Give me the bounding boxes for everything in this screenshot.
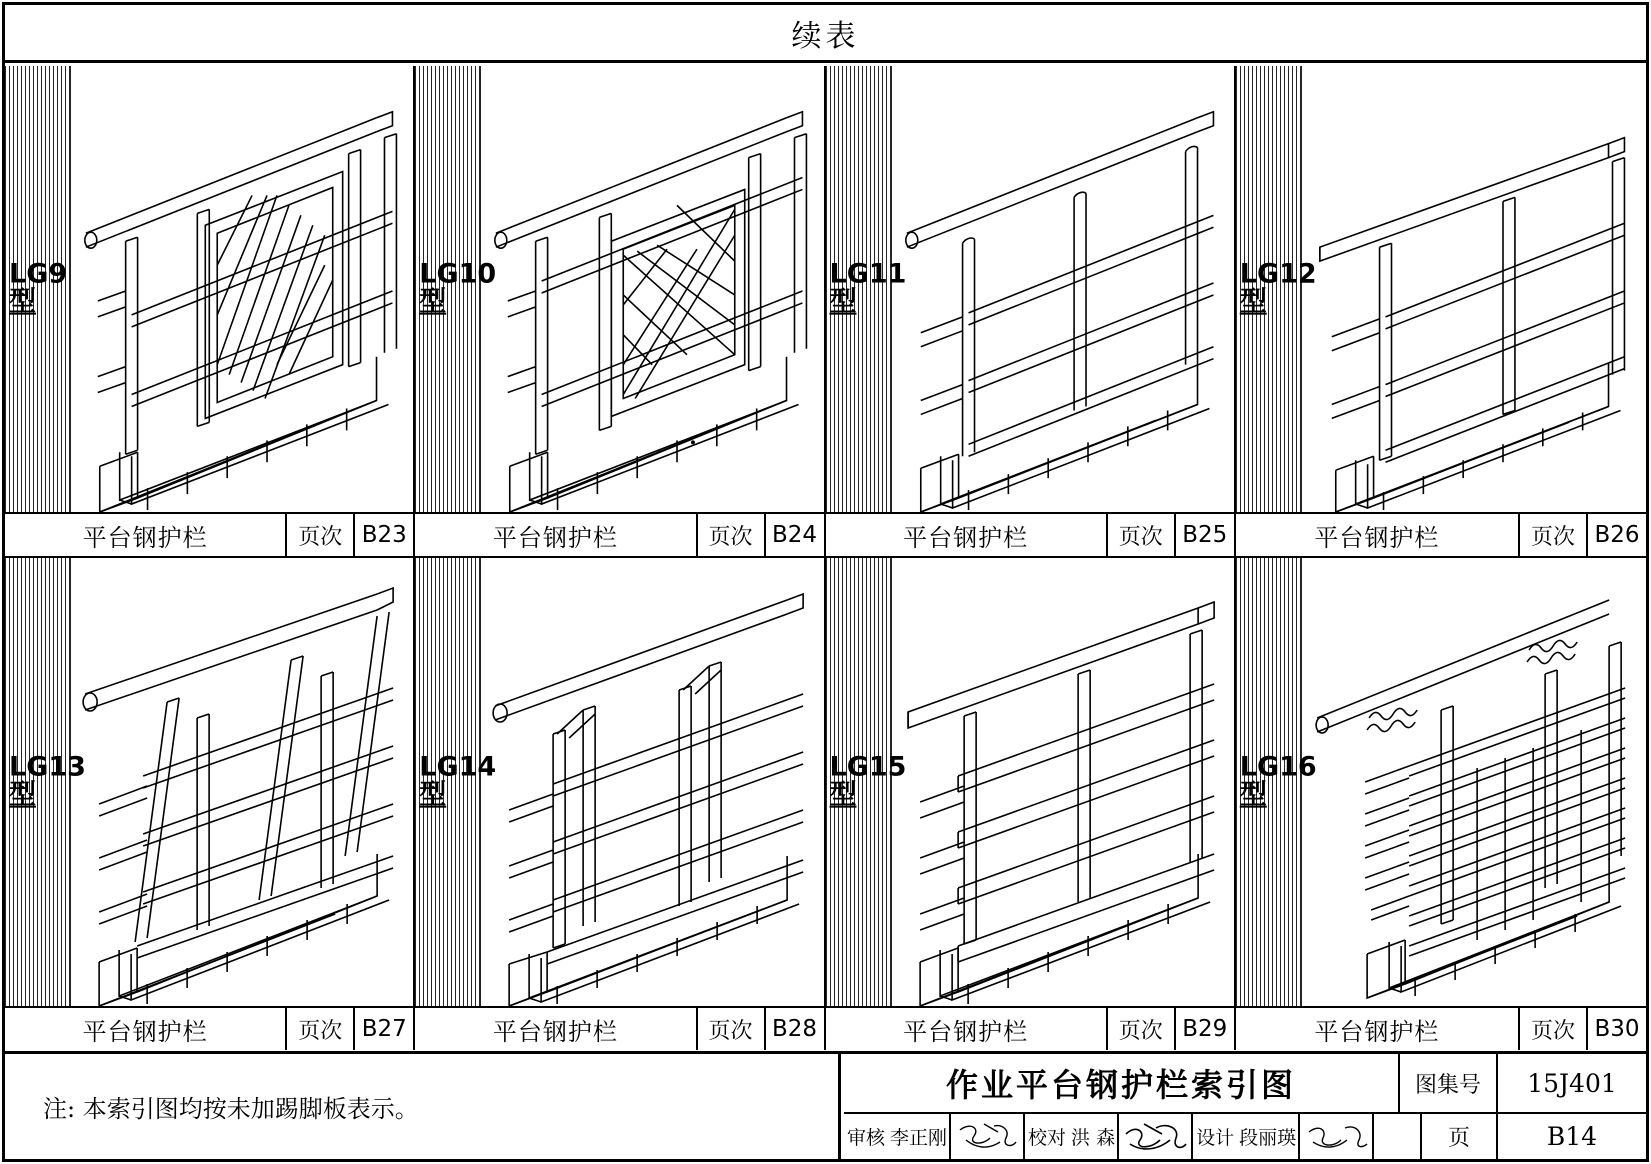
index-cell-lg10[interactable] — [415, 66, 825, 556]
title-block-bottom — [844, 1114, 1646, 1159]
cell-page-label: 页次 — [1518, 1008, 1586, 1050]
cell-page-label: 页次 — [1106, 514, 1174, 556]
type-code: LG12 — [1239, 258, 1317, 290]
type-code: LG16 — [1239, 751, 1317, 783]
type-label-lg16 — [1236, 751, 1317, 811]
cell-page-value[interactable]: B30 — [1586, 1008, 1646, 1050]
cell-footer — [5, 1006, 413, 1050]
cell-page-label: 页次 — [696, 514, 764, 556]
cell-page-value[interactable]: B29 — [1174, 1008, 1234, 1050]
cell-footer — [5, 512, 413, 556]
cell-drawing-area — [1236, 66, 1646, 512]
titleblock-spacer — [1374, 1114, 1420, 1159]
cell-footer — [415, 512, 823, 556]
sheet-bottom — [5, 1051, 1646, 1159]
railing-drawing-lg10 — [481, 66, 823, 512]
check-group — [1025, 1114, 1193, 1159]
page-label: 页 — [1420, 1114, 1496, 1159]
type-label-lg13 — [5, 751, 86, 811]
index-cell-lg11[interactable] — [826, 66, 1236, 556]
cell-name: 平台钢护栏 — [82, 523, 208, 552]
cell-page-value[interactable]: B23 — [353, 514, 413, 556]
railing-drawing-lg16 — [1302, 558, 1646, 1006]
index-cell-lg15[interactable] — [826, 558, 1236, 1050]
cell-drawing-area — [415, 66, 823, 512]
sheet-title-bar — [5, 5, 1646, 63]
type-label-lg11 — [826, 258, 907, 318]
cell-page-label: 页次 — [696, 1008, 764, 1050]
page-value: B14 — [1496, 1114, 1646, 1159]
title-block-top — [844, 1054, 1646, 1114]
cell-name: 平台钢护栏 — [82, 1017, 208, 1046]
type-code: LG9 — [9, 258, 68, 290]
drawing-title: 作业平台钢护栏索引图 — [945, 1066, 1296, 1104]
railing-drawing-lg13 — [71, 558, 413, 1006]
design-name: 段丽瑛 — [1239, 1127, 1297, 1149]
type-suffix: 型 — [829, 287, 857, 318]
cell-page-value[interactable]: B26 — [1586, 514, 1646, 556]
cell-footer — [1236, 512, 1646, 556]
cell-drawing-area — [1236, 558, 1646, 1006]
cell-page-value[interactable]: B27 — [353, 1008, 413, 1050]
cell-name: 平台钢护栏 — [903, 1017, 1029, 1046]
cell-page-label: 页次 — [1518, 514, 1586, 556]
railing-drawing-lg12 — [1302, 66, 1646, 512]
cell-footer — [1236, 1006, 1646, 1050]
cell-drawing-area — [5, 558, 413, 1006]
index-row-2 — [5, 558, 1646, 1050]
cell-page-label: 页次 — [285, 1008, 353, 1050]
type-suffix: 型 — [829, 780, 857, 811]
cell-page-value[interactable]: B25 — [1174, 514, 1234, 556]
railing-drawing-lg14 — [481, 558, 823, 1006]
type-label-lg15 — [826, 751, 907, 811]
cell-drawing-area — [826, 66, 1234, 512]
cell-drawing-area — [5, 66, 413, 512]
design-label: 设计 — [1196, 1127, 1235, 1149]
cell-name: 平台钢护栏 — [1314, 1017, 1440, 1046]
index-cell-lg12[interactable] — [1236, 66, 1646, 556]
cell-page-label: 页次 — [1106, 1008, 1174, 1050]
type-label-lg12 — [1236, 258, 1317, 318]
review-label: 审核 — [847, 1127, 886, 1149]
railing-drawing-lg9 — [71, 66, 413, 512]
review-name: 李正刚 — [890, 1127, 948, 1149]
index-cell-lg13[interactable] — [5, 558, 415, 1050]
cell-drawing-area — [826, 558, 1234, 1006]
type-code: LG14 — [419, 751, 497, 783]
atlas-number-value: 15J401 — [1496, 1054, 1646, 1112]
review-group — [844, 1114, 1025, 1159]
cell-footer — [826, 1006, 1234, 1050]
check-name: 洪 森 — [1071, 1127, 1116, 1149]
type-suffix: 型 — [419, 287, 447, 318]
cell-name: 平台钢护栏 — [903, 523, 1029, 552]
type-suffix: 型 — [9, 780, 36, 811]
check-signature — [1117, 1114, 1193, 1159]
cell-drawing-area — [415, 558, 823, 1006]
type-code: LG11 — [829, 258, 907, 290]
type-code: LG15 — [829, 751, 907, 783]
cell-page-value[interactable]: B28 — [764, 1008, 824, 1050]
railing-drawing-lg15 — [892, 558, 1234, 1006]
index-grid — [5, 66, 1646, 1051]
type-suffix: 型 — [419, 780, 447, 811]
cell-name: 平台钢护栏 — [1314, 523, 1440, 552]
type-code: LG13 — [9, 751, 86, 783]
type-label-lg10 — [415, 258, 497, 318]
review-signature — [949, 1114, 1025, 1159]
type-suffix: 型 — [1239, 780, 1267, 811]
type-suffix: 型 — [9, 287, 36, 318]
cell-name: 平台钢护栏 — [492, 523, 618, 552]
index-cell-lg9[interactable] — [5, 66, 415, 556]
design-group — [1193, 1114, 1374, 1159]
cell-footer — [415, 1006, 823, 1050]
atlas-number-label: 图集号 — [1398, 1054, 1496, 1112]
design-signature — [1298, 1114, 1374, 1159]
type-suffix: 型 — [1239, 287, 1267, 318]
title-block — [844, 1054, 1646, 1159]
cell-page-value[interactable]: B24 — [764, 514, 824, 556]
cell-footer — [826, 512, 1234, 556]
note-text: 注: 本索引图均按未加踢脚板表示。 — [5, 1054, 841, 1159]
check-label: 校对 — [1028, 1127, 1067, 1149]
type-label-lg9 — [5, 258, 81, 318]
type-code: LG10 — [419, 258, 497, 290]
index-cell-lg14[interactable] — [415, 558, 825, 1050]
cell-name: 平台钢护栏 — [492, 1017, 618, 1046]
type-label-lg14 — [415, 751, 497, 811]
railing-drawing-lg11 — [892, 66, 1234, 512]
sheet-title: 续表 — [791, 18, 860, 54]
index-row-1 — [5, 66, 1646, 558]
index-cell-lg16[interactable] — [1236, 558, 1646, 1050]
cell-page-label: 页次 — [285, 514, 353, 556]
